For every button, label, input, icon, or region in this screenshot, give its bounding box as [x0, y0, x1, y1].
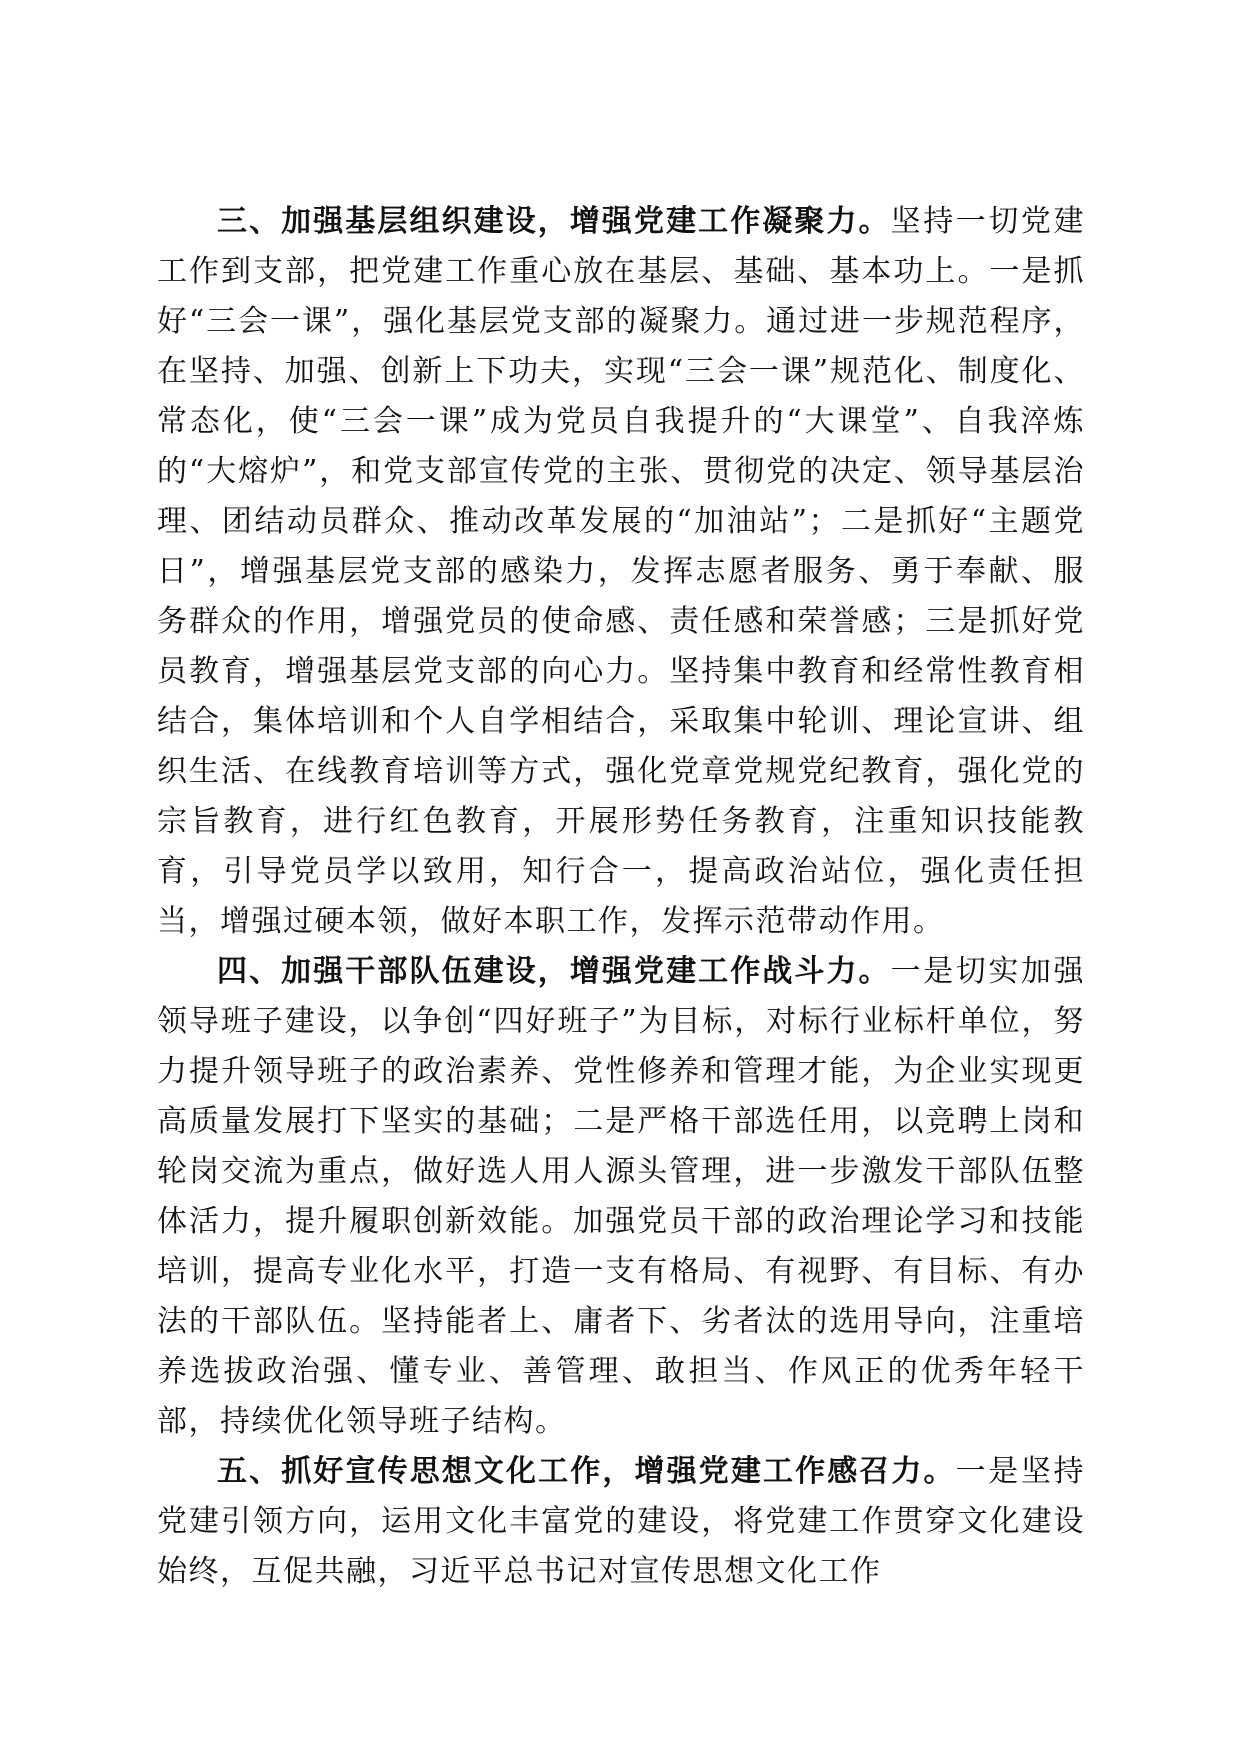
section-5-text: 一是坚持党建引领方向，运用文化丰富党的建设，将党建工作贯穿文化建设始终，互促共融，习近平总书记对宣传思想文化工作 [157, 1454, 1086, 1589]
section-4-text: 一是切实加强领导班子建设，以争创“四好班子”为目标，对标行业标杆单位，努力提升领导班子的政治素养、党性修养和管理才能，为企业实现更高质量发展打下坚实的基础；二是严格干部选任用，以竞聘上岗和轮岗交流为重点，做好选人用人源头管理，进一步激发干部队伍整体活力，提升履职创新效能。加强党员干部的政治理论学习和技能培训，提高专业化水平，打造一支有格局、有视野、有目标、有办法的干部队伍。坚持能者上、庸者下、劣者汰的选用导向，注重培养选拔政治强、懂专业、善管理、敢担当、作风正的优秀年轻干部，持续优化领导班子结构。 [157, 954, 1086, 1439]
section-4-heading: 四、加强干部队伍建设，增强党建工作战斗力。 [217, 954, 891, 989]
section-5-heading: 五、抓好宣传思想文化工作，增强党建工作感召力。 [217, 1454, 956, 1489]
paragraph-section-5 [157, 1447, 1085, 1597]
section-3-text: 坚持一切党建工作到支部，把党建工作重心放在基层、基础、基本功上。一是抓好“三会一课”，强化基层党支部的凝聚力。通过进一步规范程序，在坚持、加强、创新上下功夫，实现“三会一课”规范化、制度化、常态化，使“三会一课”成为党员自我提升的“大课堂”、自我淬炼的“大熔炉”，和党支部宣传党的主张、贯彻党的决定、领导基层治理、团结动员群众、推动改革发展的“加油站”；二是抓好“主题党日”，增强基层党支部的感染力，发挥志愿者服务、勇于奉献、服务群众的作用，增强党员的使命感、责任感和荣誉感；三是抓好党员教育，增强基层党支部的向心力。坚持集中教育和经常性教育相结合，集体培训和个人自学相结合，采取集中轮训、理论宣讲、组织生活、在线教育培训等方式，强化党章党规党纪教育，强化党的宗旨教育，进行红色教育，开展形势任务教育，注重知识技能教育，引导党员学以致用，知行合一，提高政治站位，强化责任担当，增强过硬本领，做好本职工作，发挥示范带动作用。 [157, 204, 1086, 939]
paragraph-section-3 [157, 197, 1085, 947]
section-3-heading: 三、加强基层组织建设，增强党建工作凝聚力。 [217, 204, 891, 239]
paragraph-section-4 [157, 947, 1085, 1447]
document-body [157, 197, 1085, 1597]
